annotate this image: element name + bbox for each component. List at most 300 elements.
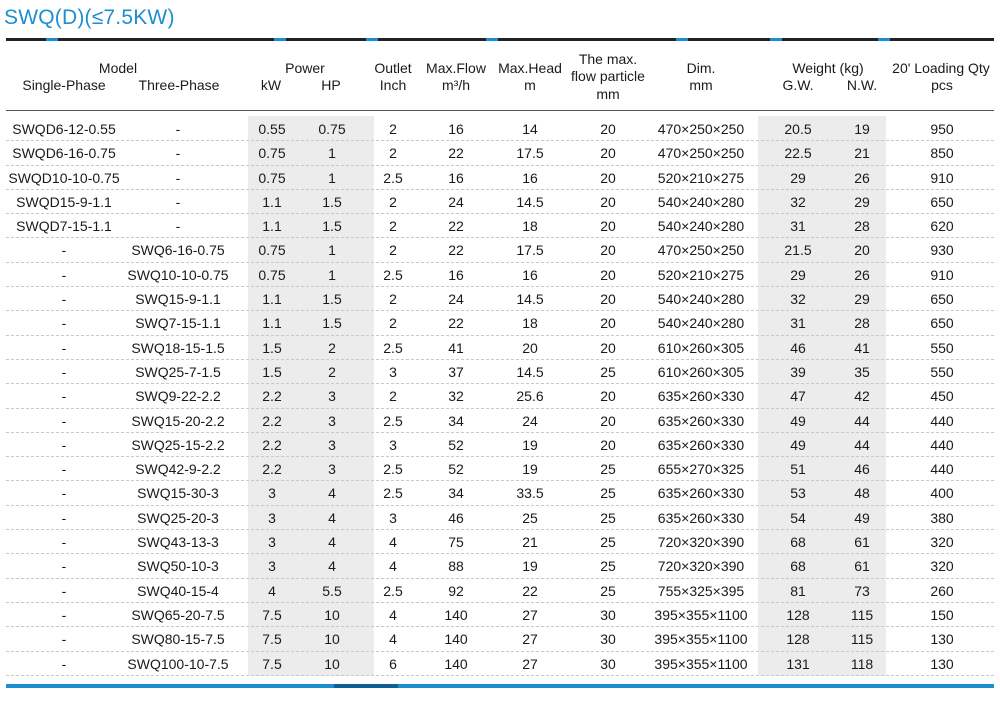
cell-single-phase: - (61, 606, 67, 623)
cell-gross-weight: 31 (790, 315, 806, 332)
cell-kw: 1.1 (262, 193, 282, 210)
cell-dimensions: 635×260×330 (657, 509, 745, 526)
cell-loading-qty: 650 (930, 193, 954, 210)
cell-dimensions: 540×240×280 (657, 315, 745, 332)
cell-max-head: 16 (522, 169, 538, 186)
cell-gross-weight: 131 (786, 655, 810, 672)
cell-dimensions: 720×320×390 (657, 558, 745, 575)
cell-hp: 10 (324, 631, 340, 648)
top-rule-accent (486, 38, 498, 41)
cell-net-weight: 35 (854, 363, 870, 380)
cell-loading-qty: 400 (930, 485, 954, 502)
cell-kw: 1.1 (262, 291, 282, 308)
cell-net-weight: 28 (854, 218, 870, 235)
cell-outlet: 3 (389, 363, 397, 380)
cell-loading-qty: 850 (930, 145, 954, 162)
header-power: Power (285, 60, 325, 76)
cell-kw: 3 (268, 558, 276, 575)
table-row (6, 360, 994, 384)
cell-kw: 2.2 (262, 412, 282, 429)
cell-kw: 1.5 (262, 363, 282, 380)
cell-max-head: 14.5 (516, 291, 544, 308)
table-row (6, 627, 994, 651)
table-row (6, 311, 994, 335)
cell-single-phase: - (61, 388, 67, 405)
cell-max-head: 20 (522, 339, 538, 356)
cell-hp: 1 (328, 169, 336, 186)
cell-single-phase: - (61, 582, 67, 599)
cell-max-head: 21 (522, 534, 538, 551)
cell-gross-weight: 47 (790, 388, 806, 405)
cell-net-weight: 26 (854, 169, 870, 186)
table-row (6, 336, 994, 360)
cell-dimensions: 755×325×395 (657, 582, 745, 599)
cell-max-particle: 20 (600, 145, 616, 162)
table-header (6, 42, 994, 110)
cell-single-phase: - (61, 412, 67, 429)
cell-max-particle: 20 (600, 436, 616, 453)
cell-single-phase: - (61, 558, 67, 575)
cell-hp: 3 (328, 461, 336, 478)
cell-three-phase: SWQ6-16-0.75 (131, 242, 225, 259)
cell-loading-qty: 930 (930, 242, 954, 259)
cell-max-particle: 25 (600, 534, 616, 551)
cell-max-head: 14.5 (516, 363, 544, 380)
cell-max-head: 14 (522, 121, 538, 137)
cell-dimensions: 395×355×1100 (654, 631, 748, 648)
cell-max-flow: 16 (448, 169, 464, 186)
cell-outlet: 2 (389, 242, 397, 259)
cell-hp: 1.5 (322, 218, 342, 235)
cell-max-particle: 30 (600, 655, 616, 672)
cell-hp: 3 (328, 412, 336, 429)
table-row (6, 481, 994, 505)
cell-single-phase: - (61, 266, 67, 283)
cell-hp: 4 (328, 558, 336, 575)
cell-gross-weight: 29 (790, 169, 806, 186)
cell-dimensions: 655×270×325 (657, 461, 745, 478)
table-row (6, 506, 994, 530)
bottom-rule-accent (334, 684, 398, 688)
header-head-unit: m (524, 77, 536, 93)
cell-hp: 2 (328, 339, 336, 356)
cell-single-phase: SWQD6-12-0.55 (12, 121, 116, 137)
header-weight: Weight (kg) (792, 60, 864, 76)
cell-dimensions: 610×260×305 (657, 363, 745, 380)
cell-kw: 7.5 (262, 655, 282, 672)
cell-dimensions: 540×240×280 (657, 193, 745, 210)
cell-dimensions: 635×260×330 (657, 412, 745, 429)
cell-max-head: 18 (522, 218, 538, 235)
cell-max-particle: 20 (600, 339, 616, 356)
cell-dimensions: 720×320×390 (657, 534, 745, 551)
cell-max-flow: 32 (448, 388, 464, 405)
cell-three-phase: - (175, 193, 181, 210)
cell-single-phase: - (61, 339, 67, 356)
cell-max-head: 18 (522, 315, 538, 332)
cell-outlet: 2.5 (383, 412, 403, 429)
cell-net-weight: 19 (854, 121, 870, 137)
cell-hp: 1 (328, 266, 336, 283)
cell-dimensions: 635×260×330 (657, 485, 745, 502)
cell-kw: 2.2 (262, 436, 282, 453)
cell-single-phase: SWQD7-15-1.1 (16, 218, 112, 235)
cell-net-weight: 29 (854, 291, 870, 308)
cell-three-phase: SWQ50-10-3 (137, 558, 219, 575)
cell-three-phase: SWQ7-15-1.1 (135, 315, 221, 332)
cell-outlet: 2.5 (383, 582, 403, 599)
cell-outlet: 2 (389, 145, 397, 162)
table-row (6, 554, 994, 578)
cell-net-weight: 49 (854, 509, 870, 526)
cell-max-flow: 140 (444, 606, 468, 623)
cell-single-phase: - (61, 631, 67, 648)
cell-hp: 10 (324, 606, 340, 623)
cell-single-phase: - (61, 655, 67, 672)
cell-gross-weight: 128 (786, 606, 810, 623)
cell-loading-qty: 380 (930, 509, 954, 526)
cell-max-particle: 25 (600, 485, 616, 502)
cell-loading-qty: 130 (930, 631, 954, 648)
cell-max-head: 33.5 (516, 485, 544, 502)
cell-dimensions: 540×240×280 (657, 218, 745, 235)
cell-max-flow: 37 (448, 363, 464, 380)
cell-max-flow: 16 (448, 121, 464, 137)
cell-max-flow: 140 (444, 631, 468, 648)
cell-net-weight: 28 (854, 315, 870, 332)
cell-max-particle: 20 (600, 169, 616, 186)
cell-loading-qty: 620 (930, 218, 954, 235)
cell-hp: 1.5 (322, 291, 342, 308)
cell-max-flow: 16 (448, 266, 464, 283)
header-nw: N.W. (846, 77, 878, 93)
cell-max-particle: 20 (600, 121, 616, 137)
header-dim-unit: mm (689, 77, 713, 93)
cell-dimensions: 395×355×1100 (654, 655, 748, 672)
cell-net-weight: 41 (854, 339, 870, 356)
cell-gross-weight: 128 (786, 631, 810, 648)
cell-dimensions: 520×210×275 (657, 169, 745, 186)
cell-gross-weight: 81 (790, 582, 806, 599)
cell-single-phase: - (61, 291, 67, 308)
cell-single-phase: - (61, 461, 67, 478)
table-row (6, 117, 994, 141)
cell-three-phase: - (175, 121, 181, 137)
cell-max-head: 14.5 (516, 193, 544, 210)
cell-three-phase: - (175, 218, 181, 235)
cell-max-flow: 41 (448, 339, 464, 356)
cell-max-flow: 22 (448, 145, 464, 162)
cell-three-phase: SWQ15-20-2.2 (131, 412, 225, 429)
table-row (6, 263, 994, 287)
table-row (6, 579, 994, 603)
cell-dimensions: 395×355×1100 (654, 606, 748, 623)
cell-loading-qty: 130 (930, 655, 954, 672)
cell-max-particle: 25 (600, 558, 616, 575)
cell-max-head: 24 (522, 412, 538, 429)
table-row (6, 384, 994, 408)
cell-net-weight: 42 (854, 388, 870, 405)
cell-outlet: 2.5 (383, 169, 403, 186)
cell-three-phase: - (175, 169, 181, 186)
cell-loading-qty: 440 (930, 436, 954, 453)
cell-max-flow: 24 (448, 193, 464, 210)
cell-kw: 1.1 (262, 315, 282, 332)
cell-gross-weight: 20.5 (784, 121, 812, 137)
cell-gross-weight: 54 (790, 509, 806, 526)
cell-outlet: 2 (389, 121, 397, 137)
cell-max-flow: 22 (448, 218, 464, 235)
cell-hp: 4 (328, 509, 336, 526)
header-outlet: Outlet (374, 60, 412, 76)
cell-gross-weight: 22.5 (784, 145, 812, 162)
cell-max-flow: 52 (448, 436, 464, 453)
cell-dimensions: 635×260×330 (657, 388, 745, 405)
table-row (6, 652, 994, 676)
cell-kw: 0.75 (258, 242, 286, 259)
cell-three-phase: SWQ9-22-2.2 (135, 388, 221, 405)
table-row (6, 457, 994, 481)
cell-net-weight: 48 (854, 485, 870, 502)
cell-max-particle: 25 (600, 582, 616, 599)
header-hp: HP (321, 77, 341, 93)
cell-max-particle: 20 (600, 193, 616, 210)
table-row (6, 530, 994, 554)
cell-three-phase: SWQ15-30-3 (137, 485, 219, 502)
cell-gross-weight: 68 (790, 558, 806, 575)
cell-gross-weight: 29 (790, 266, 806, 283)
cell-loading-qty: 450 (930, 388, 954, 405)
cell-max-flow: 140 (444, 655, 468, 672)
cell-gross-weight: 46 (790, 339, 806, 356)
cell-max-particle: 20 (600, 266, 616, 283)
cell-max-particle: 20 (600, 412, 616, 429)
cell-max-head: 19 (522, 436, 538, 453)
table-row (6, 190, 994, 214)
cell-hp: 4 (328, 485, 336, 502)
cell-hp: 5.5 (322, 582, 342, 599)
cell-outlet: 4 (389, 558, 397, 575)
cell-max-flow: 34 (448, 485, 464, 502)
cell-kw: 0.55 (258, 121, 286, 137)
table-row (6, 141, 994, 165)
cell-max-flow: 22 (448, 242, 464, 259)
cell-dimensions: 635×260×330 (657, 436, 745, 453)
header-particle-line1: The max. (578, 51, 638, 67)
cell-three-phase: SWQ100-10-7.5 (127, 655, 229, 672)
cell-kw: 7.5 (262, 606, 282, 623)
header-divider (6, 110, 994, 111)
cell-outlet: 2 (389, 291, 397, 308)
cell-outlet: 2 (389, 315, 397, 332)
cell-max-head: 25 (522, 509, 538, 526)
cell-three-phase: SWQ25-7-1.5 (135, 363, 221, 380)
table-row (6, 603, 994, 627)
cell-max-particle: 20 (600, 315, 616, 332)
cell-gross-weight: 39 (790, 363, 806, 380)
cell-hp: 1 (328, 242, 336, 259)
header-inch: Inch (379, 77, 407, 93)
cell-max-particle: 20 (600, 242, 616, 259)
cell-loading-qty: 550 (930, 339, 954, 356)
cell-three-phase: - (175, 145, 181, 162)
header-particle-line2: flow particle (571, 68, 645, 84)
cell-gross-weight: 32 (790, 291, 806, 308)
cell-max-flow: 92 (448, 582, 464, 599)
cell-single-phase: - (61, 509, 67, 526)
header-three-phase: Three-Phase (138, 77, 220, 93)
cell-three-phase: SWQ25-15-2.2 (131, 436, 225, 453)
cell-gross-weight: 68 (790, 534, 806, 551)
cell-max-particle: 20 (600, 388, 616, 405)
cell-loading-qty: 150 (930, 606, 954, 623)
cell-net-weight: 118 (850, 655, 874, 672)
cell-kw: 1.5 (262, 339, 282, 356)
top-rule-accent (676, 38, 688, 41)
cell-dimensions: 470×250×250 (657, 121, 745, 137)
header-gw: G.W. (782, 77, 814, 93)
top-rule (6, 38, 994, 41)
cell-single-phase: - (61, 485, 67, 502)
cell-dimensions: 470×250×250 (657, 145, 745, 162)
cell-outlet: 2 (389, 193, 397, 210)
cell-three-phase: SWQ25-20-3 (137, 509, 219, 526)
top-rule-accent (770, 38, 782, 41)
header-particle-unit: mm (596, 86, 620, 102)
cell-net-weight: 44 (854, 412, 870, 429)
cell-three-phase: SWQ65-20-7.5 (131, 606, 225, 623)
cell-gross-weight: 51 (790, 461, 806, 478)
cell-kw: 3 (268, 485, 276, 502)
cell-max-head: 27 (522, 606, 538, 623)
cell-loading-qty: 320 (930, 534, 954, 551)
cell-max-head: 27 (522, 631, 538, 648)
cell-gross-weight: 32 (790, 193, 806, 210)
cell-hp: 4 (328, 534, 336, 551)
cell-outlet: 4 (389, 606, 397, 623)
cell-hp: 1 (328, 145, 336, 162)
cell-single-phase: SWQD15-9-1.1 (16, 193, 112, 210)
cell-kw: 0.75 (258, 266, 286, 283)
header-single-phase: Single-Phase (22, 77, 106, 93)
table-body (6, 117, 994, 676)
cell-max-particle: 30 (600, 606, 616, 623)
cell-max-head: 25.6 (516, 388, 544, 405)
top-rule-accent (366, 38, 378, 41)
table-row (6, 238, 994, 262)
cell-dimensions: 470×250×250 (657, 242, 745, 259)
cell-max-particle: 25 (600, 363, 616, 380)
cell-net-weight: 115 (850, 631, 874, 648)
cell-single-phase: - (61, 436, 67, 453)
top-rule-accent (878, 38, 890, 41)
cell-net-weight: 46 (854, 461, 870, 478)
cell-max-particle: 30 (600, 631, 616, 648)
cell-max-flow: 88 (448, 558, 464, 575)
cell-loading-qty: 320 (930, 558, 954, 575)
cell-loading-qty: 440 (930, 461, 954, 478)
cell-kw: 0.75 (258, 145, 286, 162)
table-row (6, 166, 994, 190)
cell-outlet: 2.5 (383, 339, 403, 356)
cell-max-flow: 75 (448, 534, 464, 551)
cell-net-weight: 21 (854, 145, 870, 162)
cell-outlet: 2.5 (383, 266, 403, 283)
cell-net-weight: 115 (850, 606, 874, 623)
cell-kw: 1.1 (262, 218, 282, 235)
cell-net-weight: 61 (854, 534, 870, 551)
table-row (6, 287, 994, 311)
cell-three-phase: SWQ43-13-3 (137, 534, 219, 551)
cell-max-particle: 25 (600, 461, 616, 478)
cell-kw: 4 (268, 582, 276, 599)
header-dim: Dim. (686, 60, 716, 76)
cell-dimensions: 610×260×305 (657, 339, 745, 356)
cell-kw: 7.5 (262, 631, 282, 648)
cell-max-head: 19 (522, 461, 538, 478)
header-model: Model (98, 60, 138, 76)
cell-net-weight: 20 (854, 242, 870, 259)
cell-outlet: 2.5 (383, 461, 403, 478)
cell-max-flow: 24 (448, 291, 464, 308)
top-rule-accent (274, 38, 286, 41)
cell-max-head: 17.5 (516, 242, 544, 259)
cell-max-particle: 25 (600, 509, 616, 526)
cell-loading-qty: 550 (930, 363, 954, 380)
cell-loading-qty: 950 (930, 121, 954, 137)
cell-hp: 0.75 (318, 121, 346, 137)
cell-gross-weight: 49 (790, 436, 806, 453)
cell-gross-weight: 21.5 (784, 242, 812, 259)
page-title: SWQ(D)(≤7.5KW) (4, 6, 175, 29)
cell-net-weight: 44 (854, 436, 870, 453)
cell-net-weight: 73 (854, 582, 870, 599)
cell-loading-qty: 650 (930, 291, 954, 308)
cell-hp: 3 (328, 388, 336, 405)
cell-single-phase: SWQD6-16-0.75 (12, 145, 116, 162)
cell-loading-qty: 440 (930, 412, 954, 429)
cell-kw: 3 (268, 534, 276, 551)
cell-loading-qty: 260 (930, 582, 954, 599)
cell-single-phase: - (61, 534, 67, 551)
table-row (6, 433, 994, 457)
cell-single-phase: SWQD10-10-0.75 (8, 169, 120, 186)
cell-max-flow: 22 (448, 315, 464, 332)
bottom-rule (6, 684, 994, 688)
top-rule-accent (46, 38, 58, 41)
cell-net-weight: 29 (854, 193, 870, 210)
header-max-flow: Max.Flow (426, 60, 486, 76)
cell-hp: 3 (328, 436, 336, 453)
cell-kw: 2.2 (262, 388, 282, 405)
cell-loading-qty: 910 (930, 266, 954, 283)
cell-max-flow: 52 (448, 461, 464, 478)
cell-net-weight: 26 (854, 266, 870, 283)
cell-kw: 3 (268, 509, 276, 526)
header-kw: kW (260, 77, 282, 93)
cell-hp: 2 (328, 363, 336, 380)
header-pcs: pcs (931, 77, 953, 93)
cell-outlet: 2 (389, 218, 397, 235)
cell-single-phase: - (61, 363, 67, 380)
table-row (6, 409, 994, 433)
cell-kw: 2.2 (262, 461, 282, 478)
cell-outlet: 2 (389, 388, 397, 405)
cell-kw: 0.75 (258, 169, 286, 186)
cell-three-phase: SWQ18-15-1.5 (131, 339, 225, 356)
header-max-head: Max.Head (498, 60, 562, 76)
cell-max-head: 16 (522, 266, 538, 283)
